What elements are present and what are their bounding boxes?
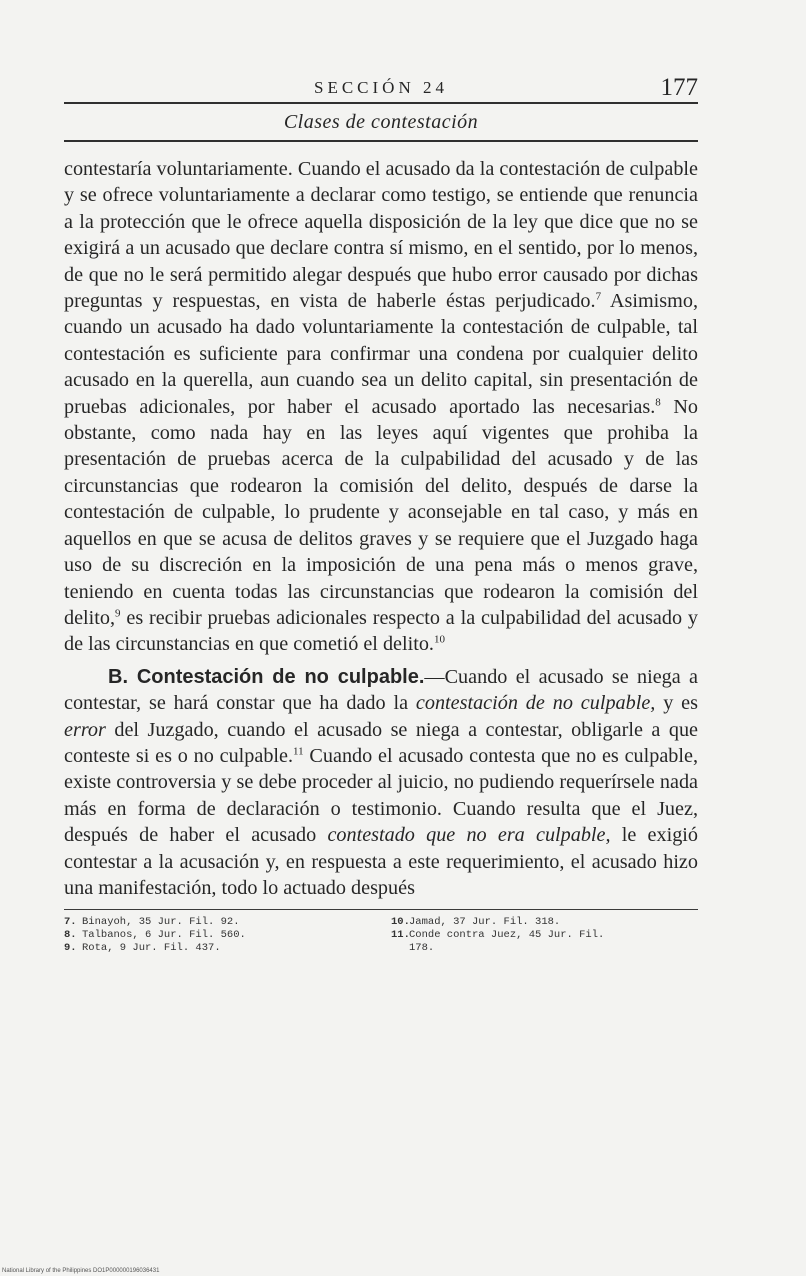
footnote-text: Binayoh, 35 Jur. Fil. 92.	[82, 916, 240, 929]
footnotes	[64, 916, 698, 955]
footnote-item	[64, 942, 371, 955]
footnote-number: 11.	[391, 929, 410, 942]
page-number: 177	[660, 74, 698, 101]
footnote-number: 8.	[64, 929, 77, 942]
running-head	[64, 60, 698, 102]
paragraph-1	[64, 156, 698, 658]
footnote-rule	[64, 909, 698, 910]
paragraph-2	[64, 664, 698, 902]
body-text	[64, 156, 698, 901]
paragraph-2-italic-b: error	[64, 718, 106, 741]
section-label: SECCIÓN 24	[314, 78, 448, 97]
footnote-number: 9.	[64, 942, 77, 955]
archive-stamp: National Library of the Philippines DO1P000000196036431	[2, 1268, 160, 1274]
footnote-ref-8: 8	[655, 395, 661, 408]
footnote-item	[391, 916, 698, 929]
footnote-text: Conde contra Juez, 45 Jur. Fil. 178.	[409, 929, 605, 955]
footnote-number: 7.	[64, 916, 77, 929]
footnote-text: Talbanos, 6 Jur. Fil. 560.	[82, 929, 246, 942]
footnote-number: 10.	[391, 916, 410, 929]
paragraph-2-text-c: del Juzgado, cuando el acusado se niega a contestar, obligarle a que conteste si es o no culpable.	[64, 718, 698, 767]
footnotes-left-column	[64, 916, 371, 955]
footnote-text: Jamad, 37 Jur. Fil. 318.	[409, 916, 561, 929]
footnote-ref-11: 11	[293, 745, 304, 758]
paragraph-1-text-a: contestaría voluntariamente. Cuando el acusado da la contestación de culpable y se ofrece voluntariamente a declarar como testigo, se entiende que renuncia a la protección que le ofrece aquella disposición de la ley que dice que no se exigirá a un acusado que declare contra sí mismo, en el sentido, por lo menos, de que no le será permitido alegar después que hubo error causado por dichas preguntas y respuestas, en vista de haberle éstas perjudicado.	[64, 158, 698, 313]
footnote-item	[391, 929, 698, 955]
paragraph-1-text-d: es recibir pruebas adicionales respecto a la culpabilidad del acusado y de las circunstancias en que cometió el delito.	[64, 606, 698, 656]
paragraph-2-text-e: le exigió contestar a la acusación y, en respuesta a este requerimiento, el acusado hizo una manifestación, todo lo actuado después	[64, 824, 698, 899]
footnote-ref-7: 7	[595, 290, 602, 303]
paragraph-2-text-a: —Cuando el acusado se niega a contestar, se hará constar que ha dado la	[64, 665, 698, 715]
paragraph-2-text-b: y es	[655, 692, 698, 715]
footnote-text: Rota, 9 Jur. Fil. 437.	[82, 942, 221, 955]
footnotes-right-column	[371, 916, 698, 955]
book-page	[64, 60, 698, 955]
footnote-item	[64, 916, 371, 929]
header-rule-bottom	[64, 140, 698, 142]
paragraph-1-text-b: Asimismo, cuando un acusado ha dado voluntariamente la contestación de culpable, tal contestación es suficiente para confirmar una condena por cualquier delito acusado en la querella, aun cuando sea un delito capital, sin presentación de pruebas adicionales, por haber el acusado aportado las necesarias.	[64, 290, 698, 418]
paragraph-2-text-d: Cuando el acusado contesta que no es culpable, existe controversia y se debe proceder al juicio, no pudiendo requerírsele nada más en forma de declaración o testimonio. Cuando resulta que el Juez, después de haber el acusado	[64, 744, 698, 847]
paragraph-1-text-c: No obstante, como nada hay en las leyes aquí vigentes que prohiba la presentación de pruebas acerca de la culpabilidad del acusado y de las circunstancias que rodearon la comisión del delito, después de darse la contestación de culpable, lo prudente y aconsejable en tal caso, y más en aquellos en que se acusa de delitos graves y se requiere que el Juzgado haga uso de su discreción en la imposición de una pena más o menos grave, teniendo en cuenta todas las circunstancias que rodearon la comisión del delito,	[64, 395, 698, 629]
paragraph-2-italic-a: contestación de no culpable,	[415, 692, 656, 715]
chapter-subtitle: Clases de contestación	[283, 111, 479, 133]
footnote-item	[64, 929, 371, 942]
footnote-ref-9: 9	[115, 607, 121, 620]
footnote-ref-10: 10	[433, 633, 445, 646]
section-b-heading: B. Contestación de no culpable.	[108, 665, 425, 688]
paragraph-2-italic-c: contestado que no era culpable,	[327, 824, 611, 847]
